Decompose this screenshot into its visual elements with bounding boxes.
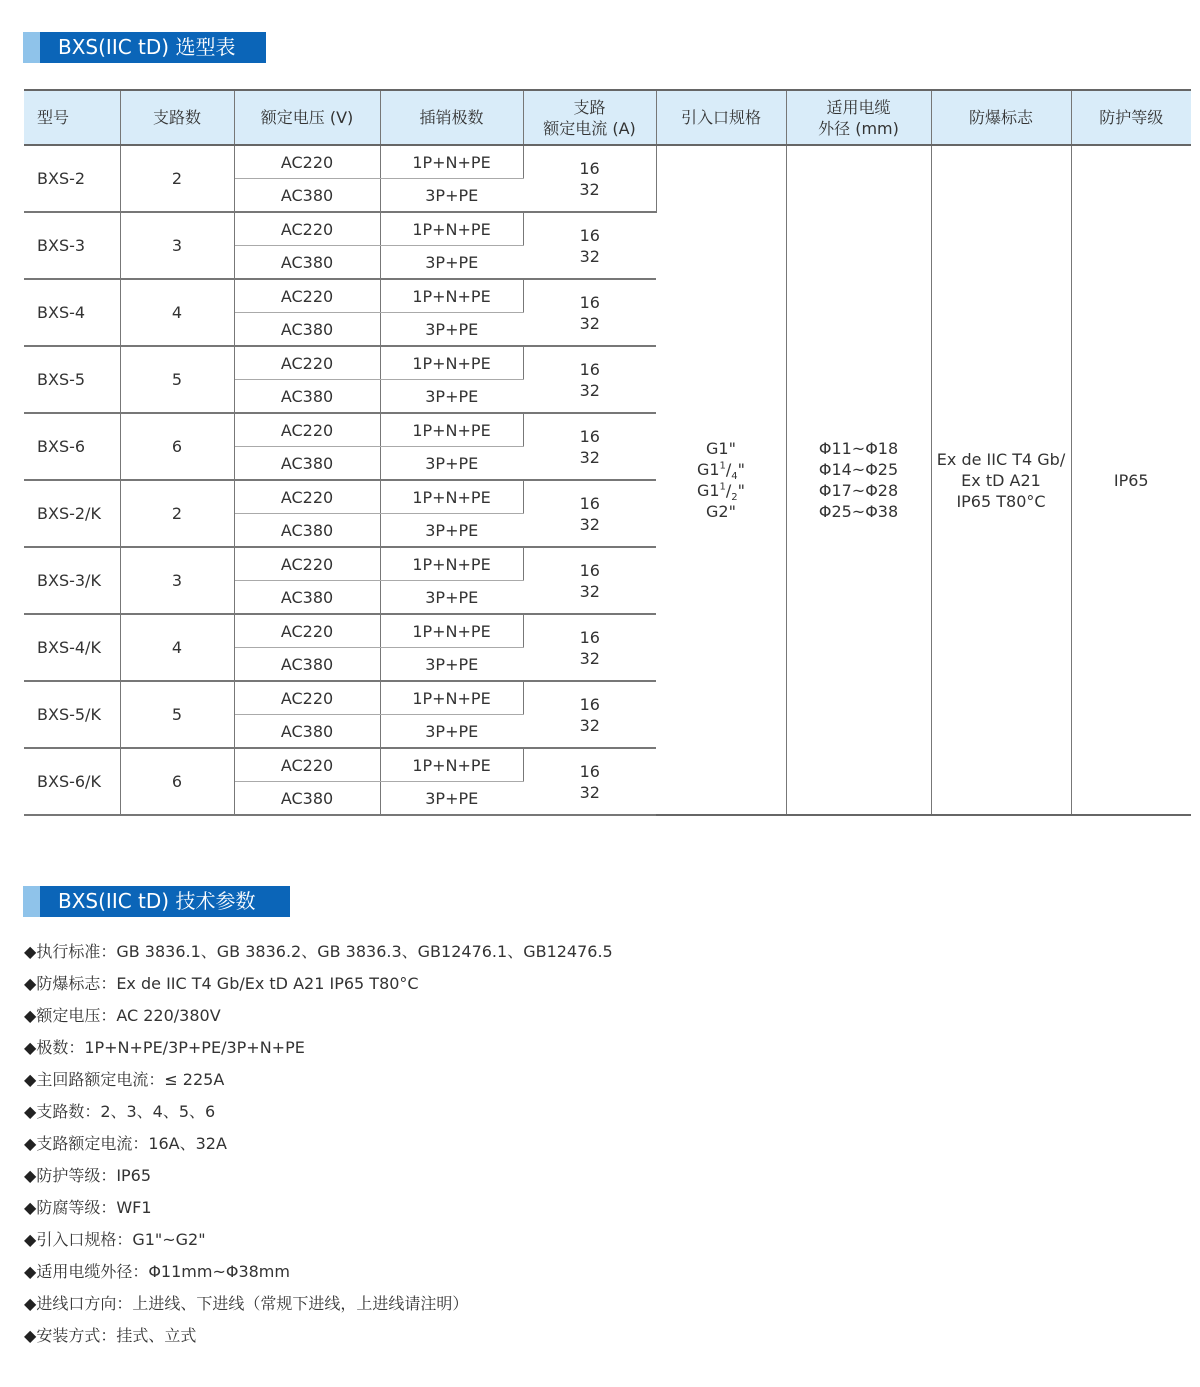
inlet-num: 1 — [719, 481, 726, 493]
param-text: 支路额定电流：16A、32A — [36, 1134, 227, 1153]
diamond-bullet-icon: ◆ — [24, 1326, 37, 1345]
poles-cell: 3P+PE — [380, 313, 523, 347]
branches-cell: 6 — [120, 748, 234, 815]
selection-table-title — [23, 32, 268, 63]
param-item — [24, 1002, 613, 1034]
model-cell: BXS-4/K — [24, 614, 120, 681]
current-cell — [523, 279, 656, 346]
param-item — [24, 1066, 613, 1098]
param-item — [24, 1194, 613, 1226]
voltage-cell: AC220 — [234, 145, 380, 179]
tech-params-list — [24, 938, 613, 1354]
current-value: 32 — [579, 782, 600, 802]
header-model: 型号 — [24, 90, 120, 145]
poles-cell: 1P+N+PE — [380, 413, 523, 447]
poles-cell: 3P+PE — [380, 514, 523, 548]
param-text: 防腐等级：WF1 — [36, 1198, 152, 1217]
voltage-cell: AC380 — [234, 581, 380, 615]
param-text: 安装方式：挂式、立式 — [36, 1326, 197, 1345]
param-item — [24, 1098, 613, 1130]
current-value: 16 — [579, 560, 600, 580]
current-value: 16 — [579, 158, 600, 178]
title-accent-bar — [23, 886, 40, 917]
diamond-bullet-icon: ◆ — [24, 1102, 37, 1121]
current-value: 16 — [579, 627, 600, 647]
header-exmark: 防爆标志 — [931, 90, 1071, 145]
branches-cell: 4 — [120, 614, 234, 681]
param-text: 进线口方向：上进线、下进线（常规下进线，上进线请注明） — [36, 1294, 469, 1313]
poles-cell: 3P+PE — [380, 447, 523, 481]
current-cell — [523, 614, 656, 681]
param-item — [24, 1290, 613, 1322]
poles-cell: 3P+PE — [380, 246, 523, 280]
poles-cell: 1P+N+PE — [380, 145, 523, 179]
param-item — [24, 1162, 613, 1194]
voltage-cell: AC220 — [234, 413, 380, 447]
tech-params-title — [23, 886, 292, 917]
voltage-cell: AC380 — [234, 246, 380, 280]
title-accent-bar — [23, 32, 40, 63]
inlet-num: 1 — [719, 460, 726, 472]
branches-cell: 3 — [120, 212, 234, 279]
diamond-bullet-icon: ◆ — [24, 1166, 37, 1185]
current-value: 16 — [579, 761, 600, 781]
inlet-end: " — [737, 481, 746, 500]
header-branch-current — [523, 90, 656, 145]
current-cell — [523, 681, 656, 748]
current-value: 32 — [579, 380, 600, 400]
cable-range: Φ11~Φ18 — [818, 439, 899, 458]
inlet-sep: / — [725, 460, 732, 479]
diamond-bullet-icon: ◆ — [24, 1134, 37, 1153]
voltage-cell: AC220 — [234, 614, 380, 648]
current-value: 32 — [579, 648, 600, 668]
diamond-bullet-icon: ◆ — [24, 1230, 37, 1249]
poles-cell: 1P+N+PE — [380, 681, 523, 715]
poles-cell: 1P+N+PE — [380, 748, 523, 782]
table-body — [24, 145, 1191, 815]
param-item — [24, 938, 613, 970]
param-text: 适用电缆外径：Φ11mm~Φ38mm — [36, 1262, 290, 1281]
voltage-cell: AC380 — [234, 313, 380, 347]
param-item — [24, 1322, 613, 1354]
model-cell: BXS-4 — [24, 279, 120, 346]
current-cell — [523, 480, 656, 547]
exmark-line: Ex de IIC T4 Gb/ — [936, 449, 1066, 469]
current-value: 16 — [579, 225, 600, 245]
param-item — [24, 1258, 613, 1290]
current-value: 32 — [579, 179, 600, 199]
selection-table-title-text: BXS(IIC tD) 选型表 — [40, 32, 266, 63]
voltage-cell: AC380 — [234, 380, 380, 414]
model-cell: BXS-3/K — [24, 547, 120, 614]
poles-cell: 1P+N+PE — [380, 212, 523, 246]
poles-cell: 1P+N+PE — [380, 346, 523, 380]
branches-cell: 5 — [120, 346, 234, 413]
current-cell — [523, 346, 656, 413]
voltage-cell: AC220 — [234, 279, 380, 313]
cable-range: Φ14~Φ25 — [818, 460, 899, 479]
diamond-bullet-icon: ◆ — [24, 1294, 37, 1313]
header-branches: 支路数 — [120, 90, 234, 145]
param-item — [24, 1226, 613, 1258]
inlet-spec — [657, 480, 786, 504]
current-value: 16 — [579, 694, 600, 714]
poles-cell: 1P+N+PE — [380, 547, 523, 581]
current-cell — [523, 413, 656, 480]
header-inlet: 引入口规格 — [656, 90, 786, 145]
voltage-cell: AC380 — [234, 179, 380, 213]
exmark-line: Ex tD A21 — [961, 470, 1041, 490]
header-branch-current-line1: 支路 — [573, 97, 606, 117]
diamond-bullet-icon: ◆ — [24, 1006, 37, 1025]
diamond-bullet-icon: ◆ — [24, 1038, 37, 1057]
voltage-cell: AC220 — [234, 748, 380, 782]
current-cell — [523, 212, 656, 279]
voltage-cell: AC380 — [234, 648, 380, 682]
poles-cell: 1P+N+PE — [380, 279, 523, 313]
current-value: 32 — [579, 514, 600, 534]
poles-cell: 1P+N+PE — [380, 614, 523, 648]
inlet-den: 4 — [731, 471, 738, 483]
model-cell: BXS-5/K — [24, 681, 120, 748]
param-text: 主回路额定电流：≤ 225A — [36, 1070, 225, 1089]
cable-range: Φ17~Φ28 — [818, 481, 899, 500]
exmark-line: IP65 T80°C — [956, 491, 1046, 511]
current-value: 32 — [579, 715, 600, 735]
diamond-bullet-icon: ◆ — [24, 974, 37, 993]
model-cell: BXS-2/K — [24, 480, 120, 547]
inlet-spec: G2" — [706, 502, 736, 521]
param-item — [24, 1130, 613, 1162]
voltage-cell: AC220 — [234, 480, 380, 514]
table-row — [24, 145, 1191, 179]
current-value: 16 — [579, 426, 600, 446]
param-text: 极数：1P+N+PE/3P+PE/3P+N+PE — [36, 1038, 305, 1057]
param-item — [24, 1034, 613, 1066]
diamond-bullet-icon: ◆ — [24, 1070, 37, 1089]
selection-table — [24, 89, 1191, 816]
poles-cell: 3P+PE — [380, 380, 523, 414]
current-value: 32 — [579, 313, 600, 333]
param-text: 支路数：2、3、4、5、6 — [36, 1102, 216, 1121]
diamond-bullet-icon: ◆ — [24, 1262, 37, 1281]
param-text: 防护等级：IP65 — [36, 1166, 152, 1185]
model-cell: BXS-2 — [24, 145, 120, 212]
tech-params-title-text: BXS(IIC tD) 技术参数 — [40, 886, 290, 917]
param-text: 执行标准：GB 3836.1、GB 3836.2、GB 3836.3、GB12476.1、GB12476.5 — [36, 942, 613, 961]
exmark-cell — [931, 145, 1071, 815]
header-cable — [786, 90, 931, 145]
model-cell: BXS-6/K — [24, 748, 120, 815]
param-text: 额定电压：AC 220/380V — [36, 1006, 221, 1025]
branches-cell: 3 — [120, 547, 234, 614]
branches-cell: 6 — [120, 413, 234, 480]
voltage-cell: AC220 — [234, 547, 380, 581]
poles-cell: 1P+N+PE — [380, 480, 523, 514]
poles-cell: 3P+PE — [380, 715, 523, 749]
voltage-cell: AC380 — [234, 782, 380, 816]
current-cell — [523, 145, 656, 212]
inlet-base: G1 — [696, 460, 720, 479]
cable-cell — [786, 145, 931, 815]
param-text: 防爆标志：Ex de IIC T4 Gb/Ex tD A21 IP65 T80°C — [36, 974, 419, 993]
header-voltage: 额定电压 (V) — [234, 90, 380, 145]
voltage-cell: AC220 — [234, 212, 380, 246]
current-cell — [523, 748, 656, 815]
poles-cell: 3P+PE — [380, 648, 523, 682]
current-cell — [523, 547, 656, 614]
branches-cell: 5 — [120, 681, 234, 748]
current-value: 16 — [579, 359, 600, 379]
inlet-spec — [657, 459, 786, 483]
voltage-cell: AC380 — [234, 715, 380, 749]
header-poles: 插销极数 — [380, 90, 523, 145]
inlet-spec: G1" — [706, 439, 736, 458]
current-value: 16 — [579, 493, 600, 513]
model-cell: BXS-6 — [24, 413, 120, 480]
model-cell: BXS-3 — [24, 212, 120, 279]
voltage-cell: AC220 — [234, 681, 380, 715]
param-item — [24, 970, 613, 1002]
current-value: 32 — [579, 581, 600, 601]
inlet-sep: / — [725, 481, 732, 500]
header-cable-line2: 外径 (mm) — [818, 118, 899, 138]
table-header-row — [24, 90, 1191, 145]
inlet-base: G1 — [696, 481, 720, 500]
voltage-cell: AC380 — [234, 447, 380, 481]
poles-cell: 3P+PE — [380, 179, 523, 213]
param-text: 引入口规格：G1"~G2" — [36, 1230, 206, 1249]
inlet-den: 2 — [731, 492, 738, 504]
branches-cell: 2 — [120, 480, 234, 547]
protection-cell: IP65 — [1113, 470, 1149, 490]
diamond-bullet-icon: ◆ — [24, 942, 37, 961]
poles-cell: 3P+PE — [380, 581, 523, 615]
current-value: 32 — [579, 447, 600, 467]
header-branch-current-line2: 额定电流 (A) — [543, 118, 636, 138]
inlet-cell — [656, 145, 786, 815]
inlet-end: " — [737, 460, 746, 479]
branches-cell: 4 — [120, 279, 234, 346]
branches-cell: 2 — [120, 145, 234, 212]
cable-range: Φ25~Φ38 — [818, 502, 899, 521]
current-value: 16 — [579, 292, 600, 312]
diamond-bullet-icon: ◆ — [24, 1198, 37, 1217]
header-cable-line1: 适用电缆 — [826, 97, 891, 117]
poles-cell: 3P+PE — [380, 782, 523, 816]
voltage-cell: AC380 — [234, 514, 380, 548]
model-cell: BXS-5 — [24, 346, 120, 413]
voltage-cell: AC220 — [234, 346, 380, 380]
header-protection: 防护等级 — [1071, 90, 1191, 145]
current-value: 32 — [579, 246, 600, 266]
